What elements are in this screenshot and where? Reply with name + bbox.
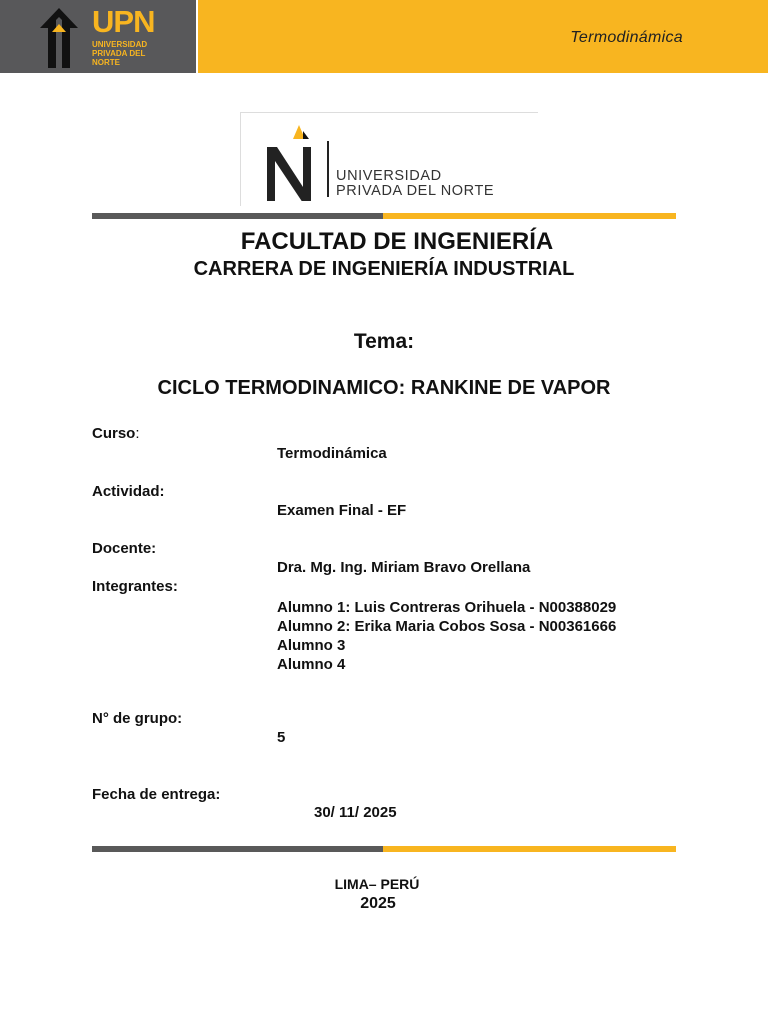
footer-year: 2025: [360, 895, 396, 912]
actividad-value: Examen Final - EF: [277, 502, 407, 519]
footer-city: LIMA– PERÚ: [334, 876, 420, 892]
header-brand-panel: [0, 0, 196, 73]
n-monogram-icon: [263, 119, 319, 201]
curso-label: Curso:: [92, 425, 140, 442]
logo-university-name: [336, 169, 494, 199]
list-item: Alumno 3: [277, 637, 346, 654]
docente-label: Docente:: [92, 540, 157, 557]
header-course-title: Termodinámica: [570, 29, 683, 46]
integrantes-list: [277, 598, 616, 674]
logo-name-line1: UNIVERSIDAD: [336, 168, 442, 184]
actividad-label: Actividad:: [92, 483, 165, 500]
career-title: CARRERA DE INGENIERÍA INDUSTRIAL: [193, 258, 575, 280]
bottom-divider: [92, 846, 676, 852]
grupo-value: 5: [277, 729, 286, 746]
logo-name-line2: PRIVADA DEL NORTE: [336, 183, 495, 199]
integrantes-label: Integrantes:: [92, 578, 178, 595]
curso-value: Termodinámica: [277, 445, 387, 462]
docente-value: Dra. Mg. Ing. Miriam Bravo Orellana: [277, 559, 531, 576]
upn-brand-subtext: UNIVERSIDAD PRIVADA DEL NORTE: [92, 40, 148, 67]
university-logo: [240, 112, 538, 206]
topic-label: Tema:: [353, 330, 415, 353]
list-item: Alumno 2: Erika Maria Cobos Sosa - N00361666: [277, 618, 617, 635]
fecha-label: Fecha de entrega:: [92, 786, 221, 803]
top-divider: [92, 213, 676, 219]
list-item: Alumno 1: Luis Contreras Orihuela - N00388029: [277, 599, 617, 616]
header-accent-panel: [198, 0, 768, 73]
logo-separator: [327, 141, 329, 197]
grupo-label: N° de grupo:: [92, 710, 183, 727]
faculty-title: FACULTAD DE INGENIERÍA: [240, 228, 554, 255]
upn-brand-text: UPN: [92, 4, 155, 39]
list-item: Alumno 4: [277, 656, 346, 673]
fecha-value: 30/ 11/ 2025: [314, 804, 397, 821]
topic-title: CICLO TERMODINAMICO: RANKINE DE VAPOR: [157, 377, 611, 399]
